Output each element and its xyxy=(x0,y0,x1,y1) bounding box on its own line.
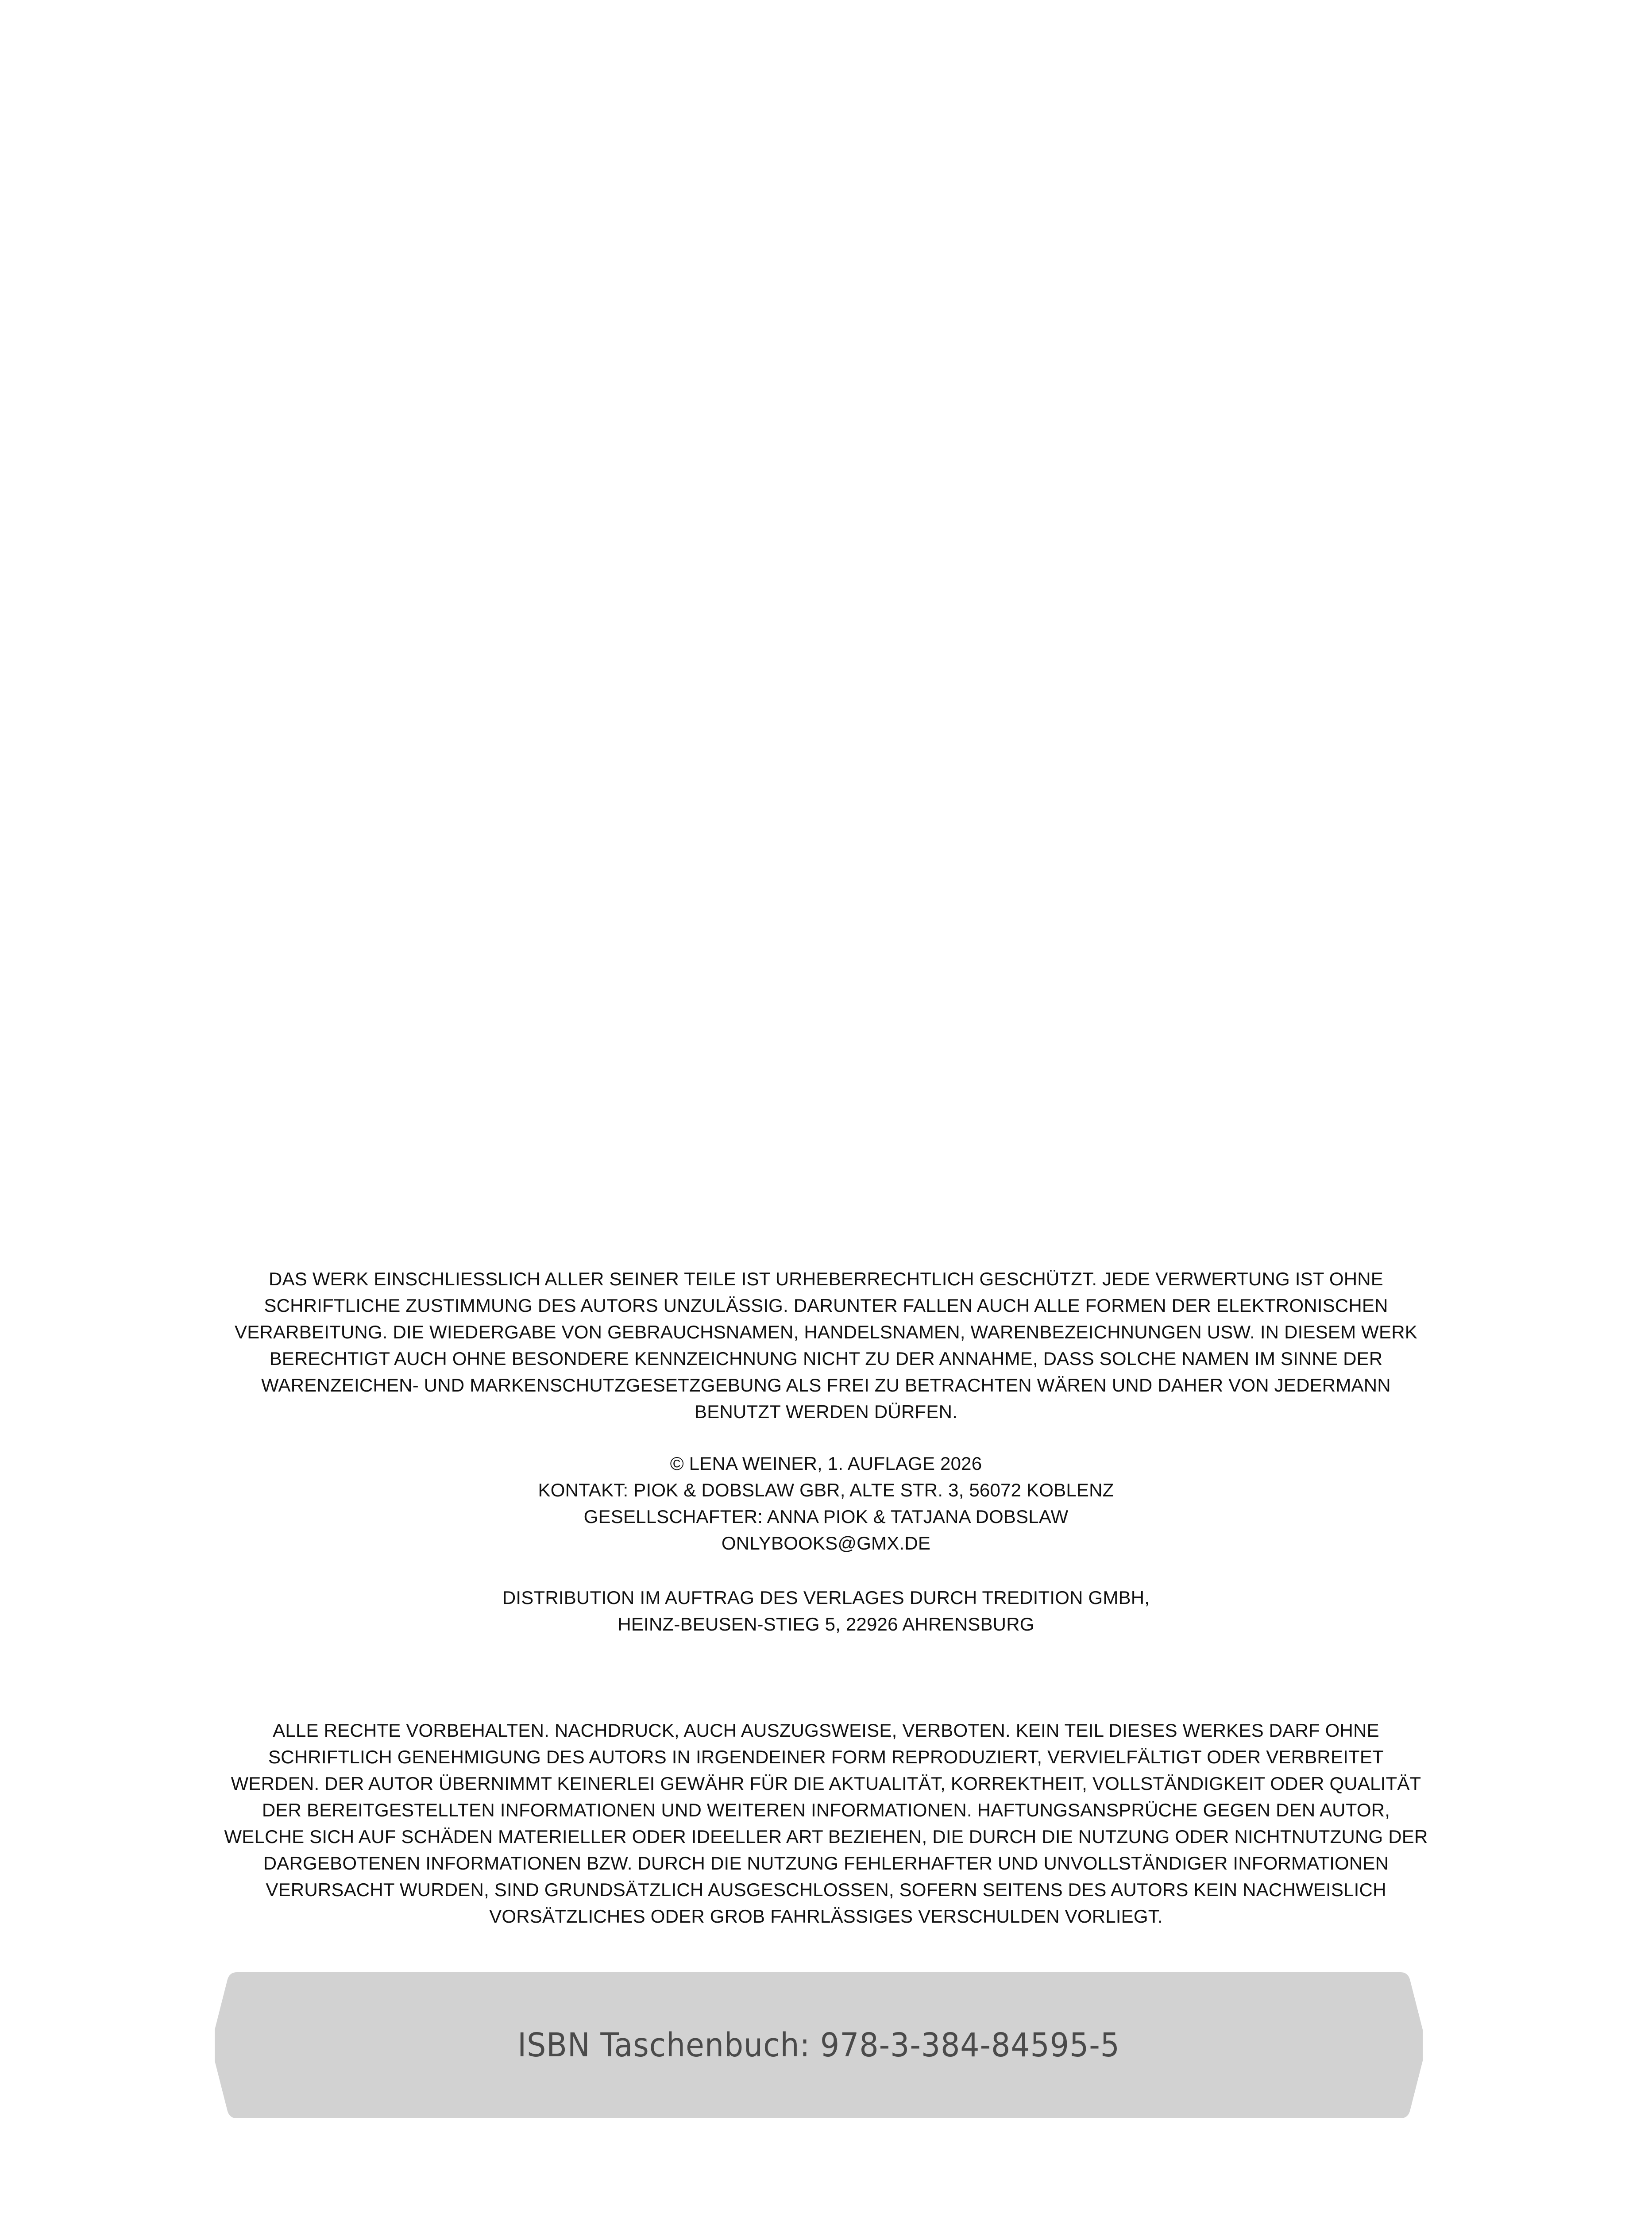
rights-line: VERURSACHT WURDEN, SIND GRUNDSÄTZLICH AUSGESCHLOSSEN, SOFERN SEITENS DES AUTORS KEIN NACHWEISLICH xyxy=(266,1879,1386,1900)
legal-notice-line: WARENZEICHEN- UND MARKENSCHUTZGESETZGEBUNG ALS FREI ZU BETRACHTEN WÄREN UND DAHER VON JEDERMANN xyxy=(261,1375,1391,1396)
distribution-address: HEINZ-BEUSEN-STIEG 5, 22926 AHRENSBURG xyxy=(618,1614,1034,1635)
email-line: ONLYBOOKS@GMX.DE xyxy=(721,1533,931,1554)
rights-line: WELCHE SICH AUF SCHÄDEN MATERIELLER ODER IDEELLER ART BEZIEHEN, DIE DURCH DIE NUTZUNG ODER NICHTNUTZUNG DER xyxy=(224,1826,1428,1847)
rights-line: WERDEN. DER AUTOR ÜBERNIMMT KEINERLEI GEWÄHR FÜR DIE AKTUALITÄT, KORREKTHEIT, VOLLSTÄNDIGKEIT ODER QUALITÄT xyxy=(231,1773,1421,1794)
contact-line: KONTAKT: PIOK & DOBSLAW GBR, ALTE STR. 3, 56072 KOBLENZ xyxy=(538,1480,1114,1500)
partners-line: GESELLSCHAFTER: ANNA PIOK & TATJANA DOBSLAW xyxy=(583,1506,1069,1527)
legal-notice-line: SCHRIFTLICHE ZUSTIMMUNG DES AUTORS UNZULÄSSIG. DARUNTER FALLEN AUCH ALLE FORMEN DER ELEKTRONISCHEN xyxy=(264,1295,1388,1316)
isbn-banner xyxy=(215,1972,1423,2118)
distribution-line: DISTRIBUTION IM AUFTRAG DES VERLAGES DURCH TREDITION GMBH, xyxy=(502,1587,1150,1608)
legal-notice-line: BERECHTIGT AUCH OHNE BESONDERE KENNZEICHNUNG NICHT ZU DER ANNAHME, DASS SOLCHE NAMEN IM SINNE DER xyxy=(269,1348,1383,1369)
copyright-line: © LENA WEINER, 1. AUFLAGE 2026 xyxy=(670,1453,982,1474)
rights-line: SCHRIFTLICH GENEHMIGUNG DES AUTORS IN IRGENDEINER FORM REPRODUZIERT, VERVIELFÄLTIGT ODER VERBREITET xyxy=(268,1746,1384,1767)
rights-line: ALLE RECHTE VORBEHALTEN. NACHDRUCK, AUCH AUSZUGSWEISE, VERBOTEN. KEIN TEIL DIESES WERKES DARF OHNE xyxy=(273,1720,1379,1741)
legal-notice-line: VERARBEITUNG. DIE WIEDERGABE VON GEBRAUCHSNAMEN, HANDELSNAMEN, WARENBEZEICHNUNGEN USW. IN DIESEM WERK xyxy=(235,1322,1417,1342)
rights-line: VORSÄTZLICHES ODER GROB FAHRLÄSSIGES VERSCHULDEN VORLIEGT. xyxy=(489,1906,1163,1927)
distribution-notice xyxy=(168,1585,1484,1638)
legal-notice-line: BENUTZT WERDEN DÜRFEN. xyxy=(695,1401,957,1422)
isbn-label: ISBN Taschenbuch: 978-3-384-84595-5 xyxy=(517,2026,1120,2064)
legal-notice xyxy=(168,1266,1484,1425)
rights-line: DARGEBOTENEN INFORMATIONEN BZW. DURCH DIE NUTZUNG FEHLERHAFTER UND UNVOLLSTÄNDIGER INFORMATIONEN xyxy=(263,1853,1389,1874)
rights-line: DER BEREITGESTELLTEN INFORMATIONEN UND WEITEREN INFORMATIONEN. HAFTUNGSANSPRÜCHE GEGEN DEN AUTOR, xyxy=(262,1800,1390,1820)
rights-reserved xyxy=(168,1717,1484,1930)
legal-notice-line: DAS WERK EINSCHLIESSLICH ALLER SEINER TEILE IST URHEBERRECHTLICH GESCHÜTZT. JEDE VERWERTUNG IST OHNE xyxy=(269,1268,1383,1289)
imprint xyxy=(168,1450,1484,1557)
